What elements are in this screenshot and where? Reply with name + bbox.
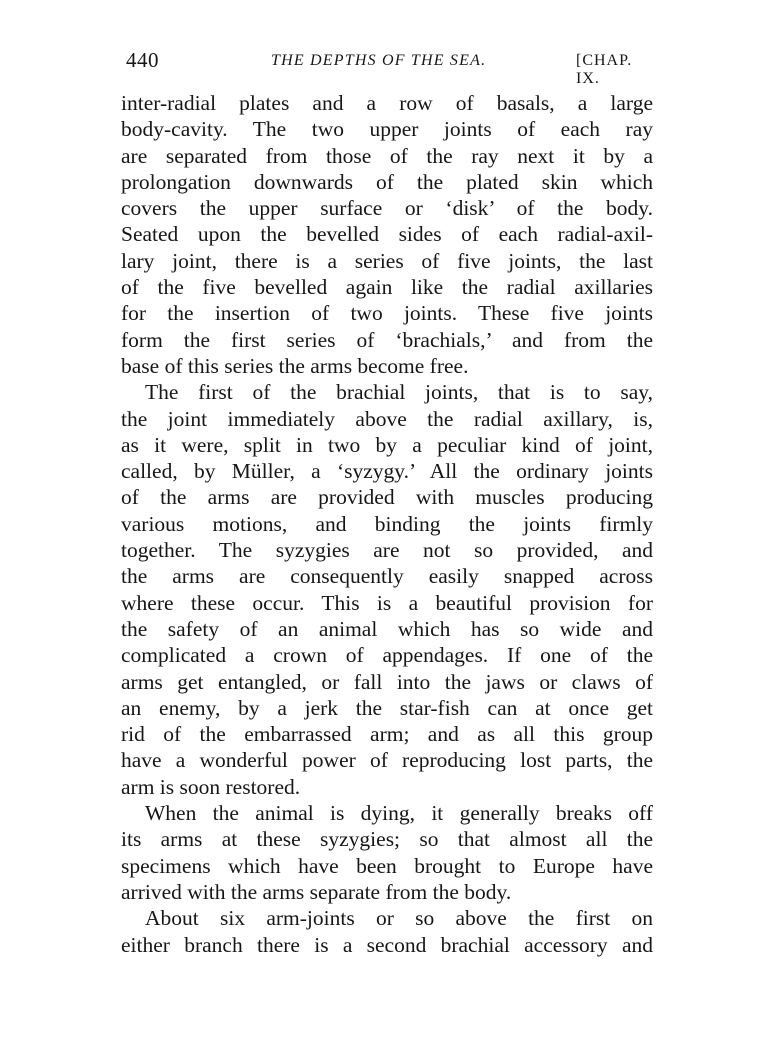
text-line: have a wonderful power of reproducing lost parts, the [121, 748, 653, 773]
text-line: prolongation downwards of the plated skin which [121, 169, 653, 194]
paragraph-start-line: About six arm-joints or so above the first on [145, 906, 653, 931]
text-line: for the insertion of two joints. These five joints [121, 301, 653, 326]
text-line: arms get entangled, or fall into the jaws or claws of [121, 669, 653, 694]
chapter-reference: [CHAP. IX. [576, 52, 633, 87]
paragraph-start-line: The first of the brachial joints, that is to say, [145, 380, 653, 405]
text-line: of the arms are provided with muscles producing [121, 485, 653, 510]
text-line: where these occur. This is a beautiful provision for [121, 590, 653, 615]
text-line: body-cavity. The two upper joints of each ray [121, 117, 653, 142]
text-line: covers the upper surface or ‘disk’ of the body. [121, 196, 653, 221]
paragraph-start-line: When the animal is dying, it generally breaks off [145, 801, 653, 826]
text-line: its arms at these syzygies; so that almost all the [121, 827, 653, 852]
text-line: base of this series the arms become free. [121, 353, 469, 378]
text-line: the arms are consequently easily snapped across [121, 564, 653, 589]
text-line: an enemy, by a jerk the star-fish can at once get [121, 695, 653, 720]
text-line: various motions, and binding the joints firmly [121, 511, 653, 536]
text-line: the joint immediately above the radial axillary, is, [121, 406, 653, 431]
text-line: Seated upon the bevelled sides of each radial-axil- [121, 222, 653, 247]
body-text [121, 90, 653, 958]
text-line: inter-radial plates and a row of basals, a large [121, 91, 653, 115]
page-header [126, 48, 654, 87]
text-line: either branch there is a second brachial accessory and [121, 932, 653, 957]
text-line: specimens which have been brought to Europe have [121, 853, 653, 878]
page-number: 440 [126, 48, 159, 72]
text-line: arm is soon restored. [121, 774, 301, 799]
text-line: form the first series of ‘brachials,’ and from the [121, 327, 653, 352]
text-line: as it were, split in two by a peculiar kind of joint, [121, 432, 653, 457]
text-line: the safety of an animal which has so wide and [121, 616, 653, 641]
text-line: complicated a crown of appendages. If one of the [121, 643, 653, 668]
text-line: lary joint, there is a series of five joints, the last [121, 248, 653, 273]
text-line: are separated from those of the ray next it by a [121, 143, 653, 168]
text-line: together. The syzygies are not so provided, and [121, 538, 653, 563]
text-line: of the five bevelled again like the radial axillaries [121, 275, 653, 300]
text-line: rid of the embarrassed arm; and as all this group [121, 722, 653, 747]
running-title: THE DEPTHS OF THE SEA. [271, 52, 487, 69]
text-line: called, by Müller, a ‘syzygy.’ All the ordinary joints [121, 459, 653, 484]
text-line: arrived with the arms separate from the body. [121, 879, 512, 904]
